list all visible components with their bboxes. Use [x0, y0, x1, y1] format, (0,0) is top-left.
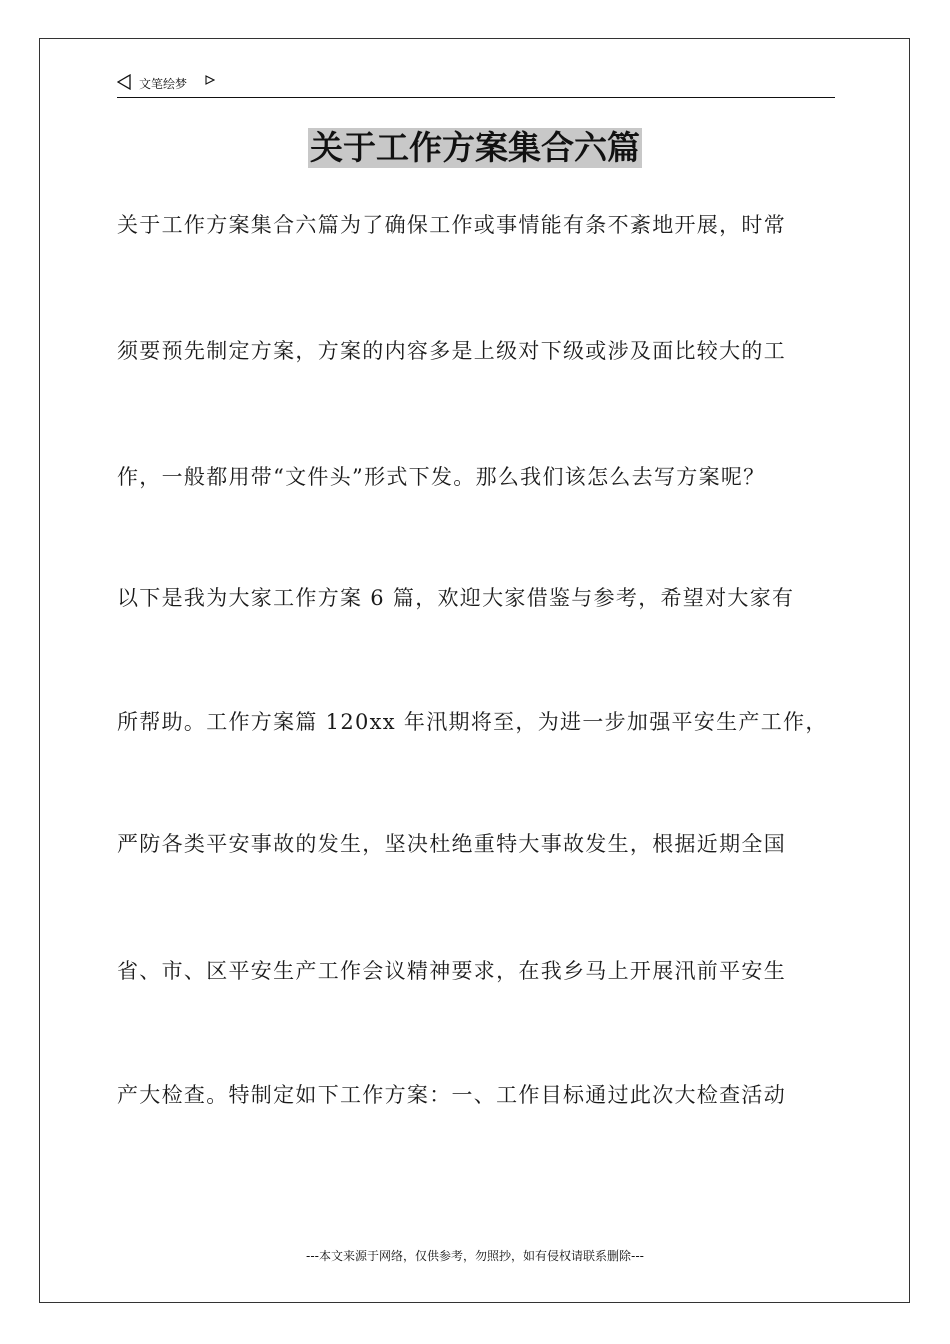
body-line: 产大检查。特制定如下工作方案：一、工作目标通过此次大检查活动	[117, 1083, 786, 1107]
triangle-right-icon	[205, 75, 215, 85]
body-line: 省、市、区平安生产工作会议精神要求，在我乡马上开展汛前平安生	[117, 959, 786, 983]
footer-disclaimer: ---本文来源于网络，仅供参考，勿照抄，如有侵权请联系删除---	[306, 1249, 644, 1263]
page-header	[117, 72, 835, 98]
triangle-left-icon	[117, 74, 131, 90]
document-title: 关于工作方案集合六篇	[310, 128, 640, 167]
header-brand: 文笔绘梦	[139, 77, 188, 91]
body-line: 以下是我为大家工作方案 6 篇，欢迎大家借鉴与参考，希望对大家有	[117, 586, 795, 610]
body-line: 须要预先制定方案，方案的内容多是上级对下级或涉及面比较大的工	[117, 339, 786, 363]
body-line: 关于工作方案集合六篇为了确保工作或事情能有条不紊地开展，时常	[117, 213, 786, 237]
body-line: 严防各类平安事故的发生，坚决杜绝重特大事故发生，根据近期全国	[117, 832, 786, 856]
body-line: 作，一般都用带“文件头”形式下发。那么我们该怎么去写方案呢？	[117, 465, 766, 489]
body-line: 所帮助。工作方案篇 120xx 年汛期将至，为进一步加强平安生产工作，	[117, 710, 828, 734]
title-container	[0, 128, 950, 168]
